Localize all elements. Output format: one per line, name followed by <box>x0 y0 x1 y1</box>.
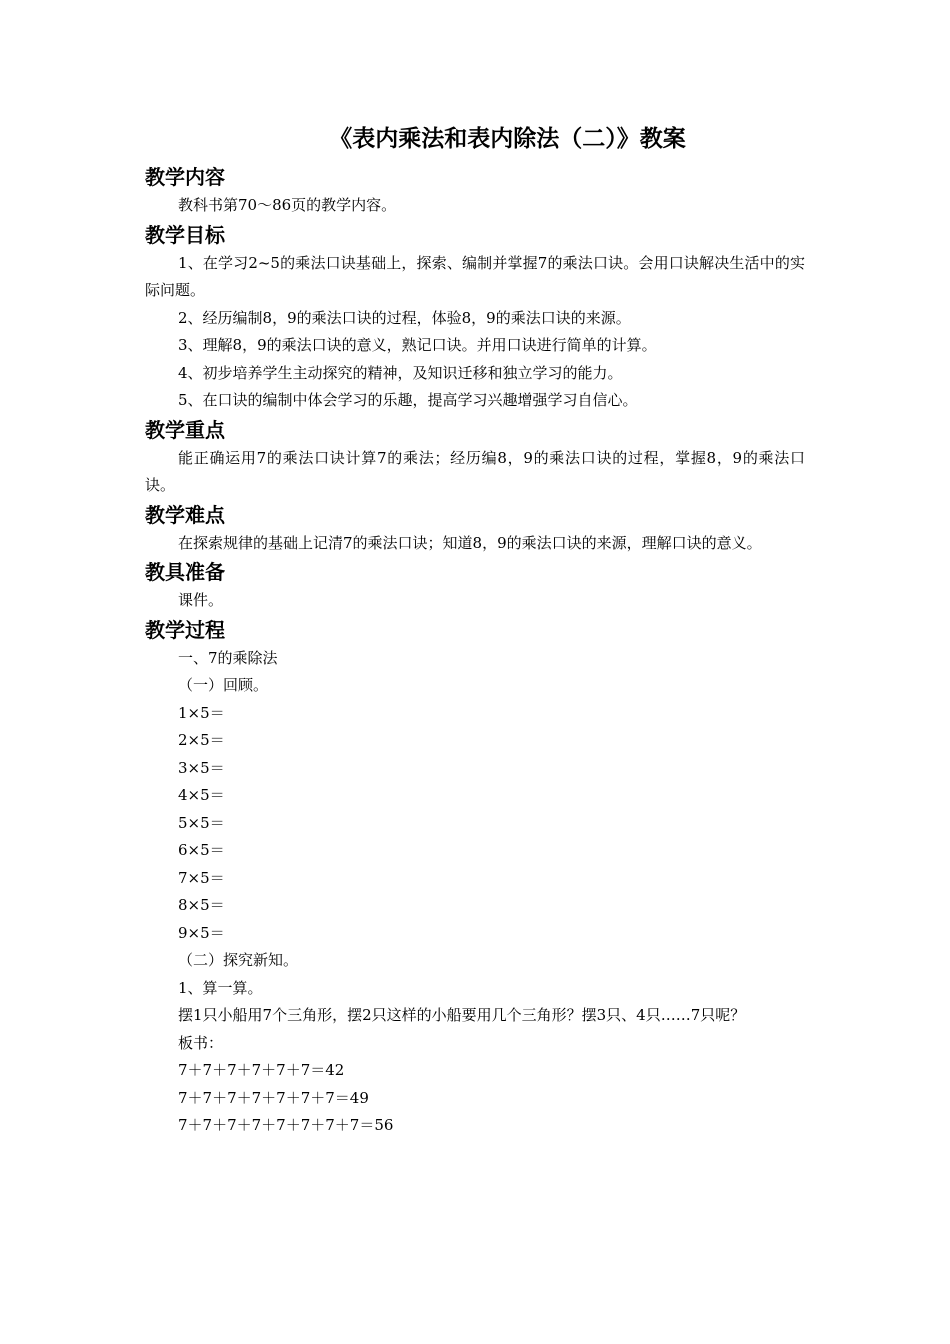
paragraph: 板书： <box>178 1033 224 1052</box>
equation-line: 7＋7＋7＋7＋7＋7＝42 <box>178 1061 345 1079</box>
section-content <box>145 162 805 220</box>
section-process <box>145 615 805 1140</box>
paragraph: 在探索规律的基础上记清7的乘法口诀；知道8，9的乘法口诀的来源，理解口诀的意义。 <box>178 533 762 552</box>
paragraph: 教科书第70～86页的教学内容。 <box>178 196 397 214</box>
section-heading: 教学重点 <box>145 417 225 442</box>
paragraph: 课件。 <box>178 591 224 609</box>
paragraph: （二）探究新知。 <box>178 951 299 969</box>
section-heading: 教具准备 <box>145 560 225 584</box>
paragraph: 1、算一算。 <box>178 978 263 997</box>
equation-line: 7＋7＋7＋7＋7＋7＋7＋7＝56 <box>178 1116 394 1134</box>
paragraph: 能正确运用7的乘法口诀计算7的乘法；经历编8，9的乘法口诀的过程，掌握8，9的乘法口诀。 <box>145 448 805 494</box>
equation-line: 9×5＝ <box>178 923 225 942</box>
equation-line: 4×5＝ <box>178 786 225 804</box>
section-objectives <box>145 220 805 415</box>
paragraph: 摆1只小船用7个三角形，摆2只这样的小船要用几个三角形？摆3只、4只……7只呢？ <box>178 1006 746 1024</box>
document-content <box>145 122 805 1140</box>
equation-line: 7×5＝ <box>178 868 225 887</box>
section-heading: 教学目标 <box>145 222 225 247</box>
section-difficulties <box>145 500 805 558</box>
paragraph: 一、7的乘除法 <box>178 648 278 667</box>
section-materials <box>145 557 805 615</box>
section-heading: 教学内容 <box>145 165 225 189</box>
paragraph: 5、在口诀的编制中体会学习的乐趣，提高学习兴趣增强学习自信心。 <box>178 391 638 409</box>
section-heading: 教学难点 <box>145 502 225 527</box>
section-heading: 教学过程 <box>145 617 225 642</box>
equation-line: 8×5＝ <box>178 896 225 914</box>
paragraph: （一）回顾。 <box>178 676 269 694</box>
equation-line: 1×5＝ <box>178 703 225 722</box>
section-key-points <box>145 415 805 500</box>
equation-line: 6×5＝ <box>178 841 225 859</box>
paragraph: 1、在学习2~5的乘法口诀基础上，探索、编制并掌握7的乘法口诀。会用口诀解决生活中的实际问题。 <box>145 253 805 299</box>
equation-line: 5×5＝ <box>178 813 225 832</box>
equation-line: 7＋7＋7＋7＋7＋7＋7＝49 <box>178 1088 369 1107</box>
paragraph: 4、初步培养学生主动探究的精神，及知识迁移和独立学习的能力。 <box>178 363 623 382</box>
equation-line: 2×5＝ <box>178 731 225 749</box>
document-title: 《表内乘法和表内除法（二）》教案 <box>329 126 686 152</box>
paragraph: 2、经历编制8，9的乘法口诀的过程，体验8，9的乘法口诀的来源。 <box>178 308 631 327</box>
paragraph: 3、理解8，9的乘法口诀的意义，熟记口诀。并用口诀进行简单的计算。 <box>178 336 657 354</box>
equation-line: 3×5＝ <box>178 758 225 777</box>
